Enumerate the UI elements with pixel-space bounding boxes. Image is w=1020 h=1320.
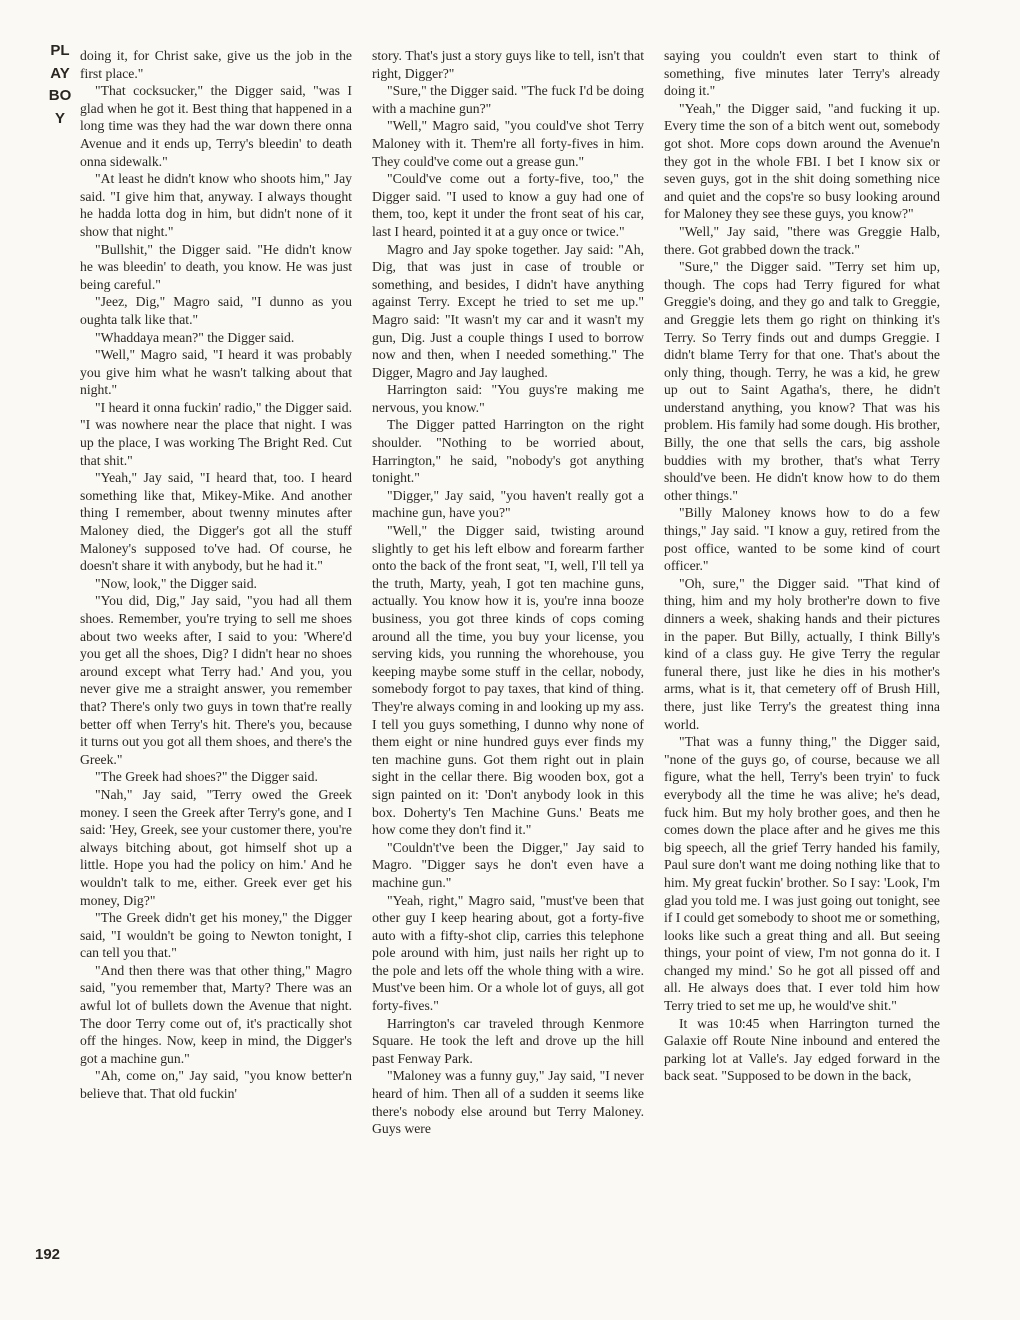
paragraph: "That was a funny thing," the Digger said, "none of the guys go, of course, because we all figure, what the hell, Terry's been tryin' to fuck everybody all the time he was alive; he's dead, fuck him. But my holy brother goes, and then he comes down the place after and he gives me this big speech, all the grief Terry handed his family, Paul sure don't want me doing nothing like that to him. My great fuckin' brother. So I say: 'Look, I'm glad you told me. I was just going out tonight, see if I could get somebody to shoot me or something, looks like such a great thing and all. But seeing things, your point of view, I'm not gonna do it. I changed my mind.' So he got all pissed off and all. He always does that. I ever told him how Terry tried to set me up, he would've shit."	[664, 734, 940, 1014]
magazine-masthead: PLAYBOY	[48, 42, 72, 127]
paragraph: "That cocksucker," the Digger said, "was I glad when he got it. Best thing that happened in a long time was they had the war down there onna Avenue and it ends up, Terry's bleedin' to death onna sidewalk."	[80, 83, 352, 169]
paragraph: "Nah," Jay said, "Terry owed the Greek money. I seen the Greek after Terry's gone, and I said: 'Hey, Greek, see your customer there, you're always bitching about, got himself shot up a little. Hope you had the policy on him.' And he wouldn't talk to me, either. Greek ever get his money, Dig?"	[80, 786, 352, 908]
paragraph: It was 10:45 when Harrington turned the Galaxie off Route Nine inbound and entered the parking lot at Valle's. Jay edged forward in the back seat. "Supposed to be down in the back,	[664, 1015, 940, 1084]
paragraph: "I heard it onna fuckin' radio," the Digger said. "I was nowhere near the place that night. I was up the place, I was working The Bright Red. Cut that shit."	[80, 399, 352, 468]
paragraph: "Couldn't've been the Digger," Jay said to Magro. "Digger says he don't even have a machine gun."	[372, 839, 644, 890]
paragraph: "You did, Dig," Jay said, "you had all them shoes. Remember, you're trying to sell me shoes about two weeks after, I said to you: 'Where'd you get all the shoes, Dig? I didn't hear no shoes around except what Terry had.' And you, you never give me a straight answer, you remember that? There's only two guys in town that're really better off when Terry's hit. There's you, because it turns out you got all them shoes, and there's the Greek."	[80, 593, 352, 767]
paragraph: "Ah, come on," Jay said, "you know better'n believe that. That old fuckin'	[80, 1068, 352, 1102]
paragraph: The Digger patted Harrington on the right shoulder. "Nothing to be worried about, Harrington," he said, "nobody's got anything tonight."	[372, 417, 644, 486]
paragraph: story. That's just a story guys like to tell, isn't that right, Digger?"	[372, 48, 644, 81]
paragraph: doing it, for Christ sake, give us the job in the first place."	[80, 48, 352, 81]
paragraph: "Yeah," Jay said, "I heard that, too. I heard something like that, Mikey-Mike. And another thing I remember, about twenny minutes after Maloney died, the Digger's got all the stuff Maloney's supposed to've had. Of course, he doesn't share it with anybody, but he had it."	[80, 470, 352, 574]
paragraph: "Well," Magro said, "I heard it was probably you give him what he wasn't talking about that night."	[80, 347, 352, 398]
paragraph: "Well," Jay said, "there was Greggie Halb, there. Got grabbed down the track."	[664, 223, 940, 257]
paragraph: Harrington said: "You guys're making me nervous, you know."	[372, 382, 644, 415]
paragraph: "Jeez, Dig," Magro said, "I dunno as you oughta talk like that."	[80, 294, 352, 327]
text-column-2	[372, 47, 644, 1309]
paragraph: "Billy Maloney knows how to do a few things," Jay said. "I know a guy, retired from the post office, wanted to be some kind of court officer."	[664, 505, 940, 574]
paragraph: Harrington's car traveled through Kenmore Square. He took the left and drove up the hill past Fenway Park.	[372, 1015, 644, 1066]
paragraph: "Now, look," the Digger said.	[95, 575, 257, 591]
paragraph: "Maloney was a funny guy," Jay said, "I never heard of him. Then all of a sudden it seems like there's nobody else around but Terry Maloney. Guys were	[372, 1068, 644, 1137]
paragraph: "The Greek didn't get his money," the Digger said, "I wouldn't be going to Newton tonight, I can tell you that."	[80, 910, 352, 961]
text-column-1	[80, 47, 352, 1309]
text-column-3	[664, 47, 940, 1309]
paragraph: "Oh, sure," the Digger said. "That kind of thing, him and my holy brother're down to five dinners a week, shaking hands and their pictures in the paper. But Billy, actually, I think Billy's kind of a class guy. He give Terry the regular funeral there, just like he dies in his mother's arms, what is it, that cemetery off of Brush Hill, there, just like Terry's the greatest thing inna world.	[664, 575, 940, 732]
paragraph: "At least he didn't know who shoots him," Jay said. "I give him that, anyway. I always thought he hadda lotta dog in him, but didn't none of it show that night."	[80, 171, 352, 239]
paragraph: saying you couldn't even start to think of something, five minutes later Terry's already doing it."	[664, 48, 940, 99]
paragraph: "Yeah, right," Magro said, "must've been that other guy I keep hearing about, got a forty-five auto with a fifty-shot clip, carries this telephone pole around with him, just nails her right up to the pole and lets off the whole thing with a wire. Must've been him. Or a whole lot of guys, all got forty-fives."	[372, 892, 644, 1014]
paragraph: "Well," the Digger said, twisting around slightly to get his left elbow and forearm farther onto the back of the front seat, "I, well, I'll tell ya the truth, Marty, yeah, I got ten machine guns, actually. You know how it is, you're inna booze business, you got three kinds of cops coming around all the time, you buy your license, you serving kids, you running the whorehouse, you keeping maybe some stuff in the cellar, nobody, somebody forgot to pay taxes, that kind of thing. They're always coming in and looking up my ass. I tell you guys something, I dunno why none of them eight or nine hundred guys ever finds my ten machine guns. Got them right out in plain sight in the cellar there. Big wooden box, got a sign painted on it: 'Don't anybody look in this box. Doherty's Ten Machine Guns.' Beats me how come they don't find it."	[372, 523, 644, 838]
page-number: 192	[35, 1246, 61, 1263]
paragraph: "Sure," the Digger said. "Terry set him up, though. The cops had Terry figured for what Greggie's doing, and they go and talk to Greggie, and Greggie lets them go right on thinking it's Terry. So Terry finds out and dumps Greggie. I didn't blame Terry for that one. That's about the only thing, though. Terry, he was a kid, he grew up out to Saint Agatha's, there, he didn't understand anything, you know? That was his problem. His family had some dough. His brother, Billy, the one that sells the cars, big asshole buddies with my brother, that's what Terry should've been. He didn't know how to do them other things."	[664, 259, 940, 503]
paragraph: Magro and Jay spoke together. Jay said: "Ah, Dig, that was just in case of trouble or something, and besides, I didn't have anything against Terry. Except he tried to set me up." Magro said: "It wasn't my car and it wasn't my gun, Dig. Just a couple things I used to borrow now and then, when I needed something." The Digger, Magro and Jay laughed.	[372, 241, 644, 380]
paragraph: "Well," Magro said, "you could've shot Terry Maloney with it. Them're all forty-fives in him. They could've come out a grease gun."	[372, 118, 644, 169]
paragraph: "Bullshit," the Digger said. "He didn't know he was bleedin' to death, you know. He was just being careful."	[80, 241, 352, 292]
paragraph: "Could've come out a forty-five, too," the Digger said. "I used to know a guy had one of them, too, kept it under the front seat of his car, last I heard, pointed it at a guy once or twice."	[372, 171, 644, 239]
paragraph: "And then there was that other thing," Magro said, "you remember that, Marty? There was an awful lot of bullets down the Avenue that night. The door Terry come out of, it's practically shot off the hinges. Now, keep in mind, the Digger's got a machine gun."	[80, 962, 352, 1066]
paragraph: "Yeah," the Digger said, "and fucking it up. Every time the son of a bitch went out, somebody got shot. More cops down around the Avenue'n they got in the whole FBI. I bet I know six or seven guys, got in the shit doing something nice and quiet and the cops're so busy looking around for Maloney they see these guys, you know?"	[664, 100, 940, 222]
paragraph: "Whaddaya mean?" the Digger said.	[95, 329, 295, 345]
paragraph: "Digger," Jay said, "you haven't really got a machine gun, have you?"	[372, 487, 644, 521]
paragraph: "The Greek had shoes?" the Digger said.	[95, 769, 318, 785]
paragraph: "Sure," the Digger said. "The fuck I'd be doing with a machine gun?"	[372, 83, 644, 116]
